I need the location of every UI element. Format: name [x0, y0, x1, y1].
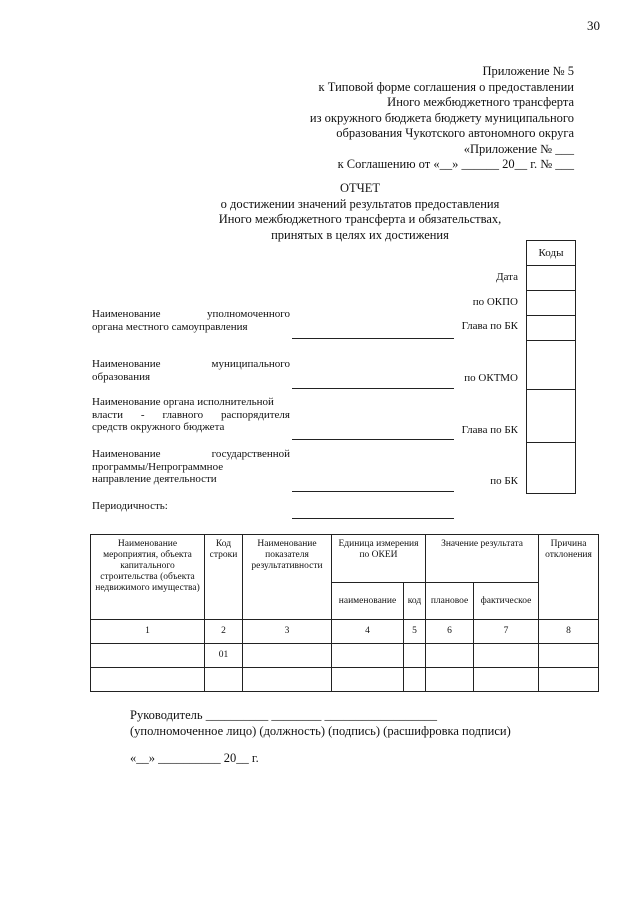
header-code: Код строки: [205, 535, 243, 620]
header-planned: плановое: [426, 583, 474, 620]
table-cell[interactable]: [332, 668, 404, 692]
report-title: [150, 181, 570, 243]
field-line: власти - главного распорядителя: [92, 408, 290, 421]
field-line: образования: [92, 370, 151, 383]
header-reason: Причина отклонения: [539, 535, 599, 620]
table-cell[interactable]: [404, 668, 426, 692]
appendix-header: [274, 64, 574, 173]
periodicity-label: Периодичность:: [92, 500, 168, 512]
header-name: Наименование мероприятия, объекта капитального строительства (объекта недвижимого имущества): [91, 535, 205, 620]
signature-line: Руководитель __________ ________ __________________: [130, 708, 437, 722]
glava-bk-label-1: Глава по БК: [461, 320, 518, 332]
header-indicator: Наименование показателя результативности: [243, 535, 332, 620]
header-unit-name: наименование: [332, 583, 404, 620]
executive-body-field[interactable]: [292, 439, 454, 440]
title-line: ОТЧЕТ: [339, 181, 381, 195]
periodicity-field[interactable]: [292, 518, 454, 519]
codes-header: Коды: [527, 241, 576, 266]
oktmo-label: по ОКТМО: [464, 372, 518, 384]
field-line: направление деятельности: [92, 473, 217, 485]
col-number: 1: [91, 620, 205, 644]
signature-date: «__» __________ 20__ г.: [130, 751, 259, 765]
table-cell[interactable]: [91, 668, 205, 692]
table-cell[interactable]: [539, 644, 599, 668]
appendix-line: из окружного бюджета бюджету муниципального: [309, 110, 574, 125]
results-table: [90, 534, 599, 692]
title-line: принятых в целях их достижения: [271, 227, 449, 242]
po-bk-label: по БК: [490, 475, 518, 487]
col-number: 3: [243, 620, 332, 644]
appendix-line: Иного межбюджетного трансферта: [387, 95, 574, 109]
title-line: Иного межбюджетного трансферта и обязательствах,: [218, 212, 502, 226]
glava-bk-label-2: Глава по БК: [461, 424, 518, 436]
table-cell[interactable]: [243, 668, 332, 692]
col-number: 6: [426, 620, 474, 644]
col-number: 5: [404, 620, 426, 644]
code-cell-glava-bk-2[interactable]: [527, 390, 576, 443]
field-line: средств окружного бюджета: [92, 421, 225, 433]
signature-captions: (уполномоченное лицо) (должность) (подпись) (расшифровка подписи): [130, 724, 511, 738]
field-line: программы/Непрограммное: [92, 460, 224, 473]
col-number: 2: [205, 620, 243, 644]
appendix-line: к Соглашению от «__» ______ 20__ г. № ___: [337, 157, 574, 171]
field-line: органа местного самоуправления: [92, 320, 248, 333]
table-cell[interactable]: [539, 668, 599, 692]
table-cell[interactable]: [243, 644, 332, 668]
table-cell[interactable]: [474, 644, 539, 668]
header-value: Значение результата: [426, 535, 539, 583]
program-field[interactable]: [292, 491, 454, 492]
appendix-line: к Типовой форме соглашения о предоставлении: [318, 79, 574, 94]
authorized-body-field[interactable]: [292, 338, 454, 339]
table-cell[interactable]: [474, 668, 539, 692]
header-unit-code: код: [404, 583, 426, 620]
code-cell-okpo[interactable]: [527, 291, 576, 316]
appendix-line: «Приложение № ___: [463, 141, 574, 156]
col-number: 8: [539, 620, 599, 644]
field-line: Наименование государственной: [92, 448, 290, 460]
executive-body-label: [92, 396, 290, 434]
col-number: 7: [474, 620, 539, 644]
row-code: 01: [205, 644, 243, 668]
title-line: о достижении значений результатов предоставления: [220, 196, 500, 211]
code-cell-glava-bk-1[interactable]: [527, 316, 576, 341]
field-line: Наименование органа исполнительной: [92, 396, 274, 408]
header-unit: Единица измерения по ОКЕИ: [332, 535, 426, 583]
appendix-line: образования Чукотского автономного округа: [336, 126, 574, 140]
table-cell[interactable]: [404, 644, 426, 668]
page-number: 30: [587, 18, 600, 33]
table-cell[interactable]: [205, 668, 243, 692]
table-cell[interactable]: [426, 644, 474, 668]
authorized-body-label: [92, 308, 290, 333]
okpo-label: по ОКПО: [472, 296, 518, 308]
table-cell[interactable]: [91, 644, 205, 668]
col-number: 4: [332, 620, 404, 644]
program-label: [92, 448, 290, 486]
field-line: Наименование уполномоченного: [92, 308, 290, 320]
code-cell-oktmo[interactable]: [527, 341, 576, 390]
code-cell-date[interactable]: [527, 266, 576, 291]
municipality-field[interactable]: [292, 388, 454, 389]
table-cell[interactable]: [426, 668, 474, 692]
date-label: Дата: [496, 271, 518, 283]
field-line: Наименование муниципального: [92, 358, 290, 370]
header-actual: фактическое: [474, 583, 539, 620]
municipality-label: [92, 358, 290, 383]
codes-table: [526, 240, 576, 494]
appendix-line: Приложение № 5: [482, 64, 574, 78]
table-cell[interactable]: [332, 644, 404, 668]
code-cell-po-bk[interactable]: [527, 443, 576, 494]
